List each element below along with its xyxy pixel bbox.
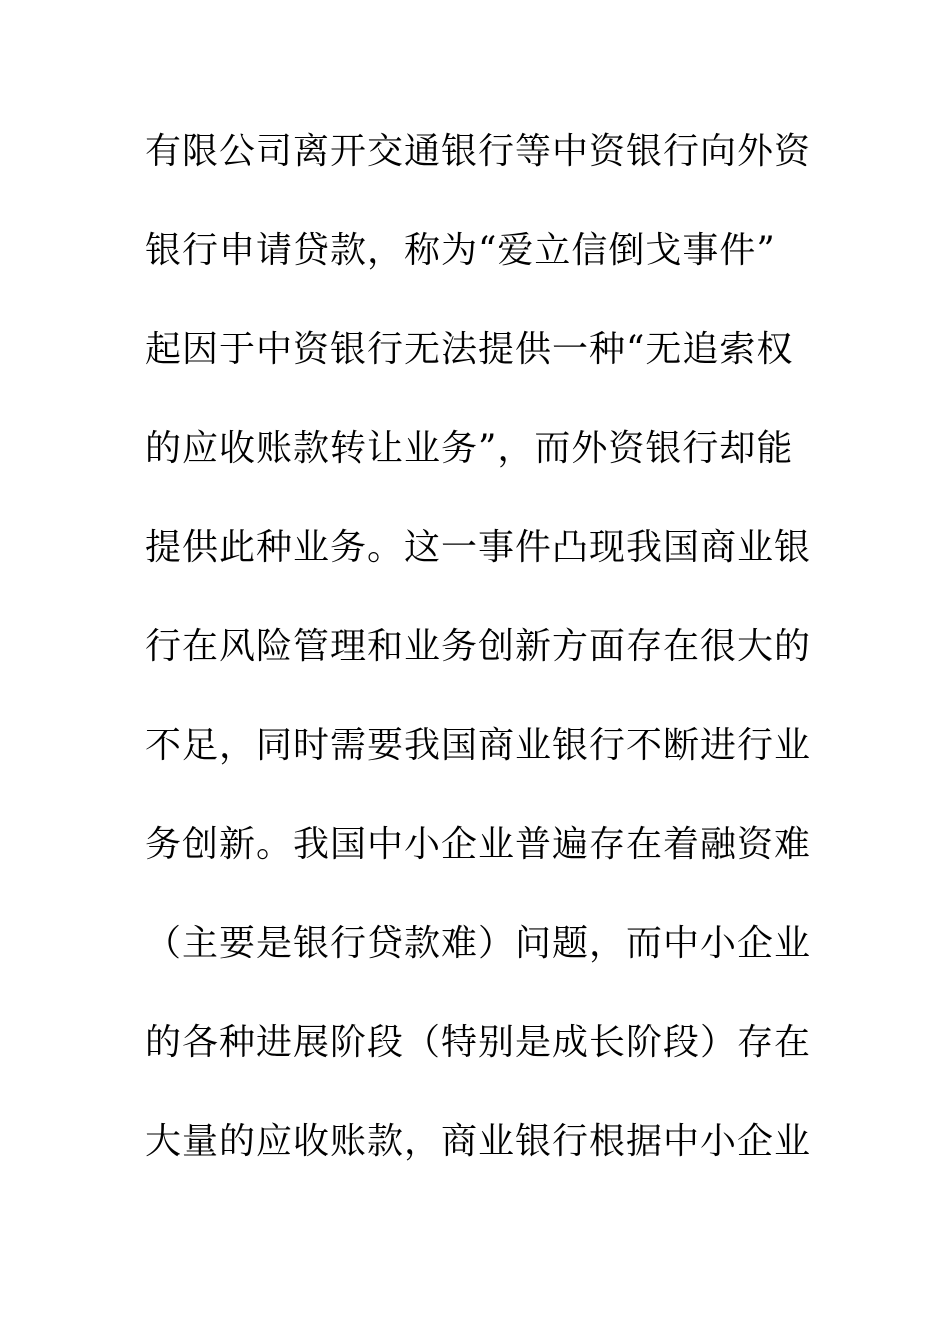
text-line-9: （主要是银行贷款难）问题，而中小企业: [145, 923, 812, 964]
text-line-10: 的各种进展阶段（特别是成长阶段）存在: [145, 1022, 812, 1063]
text-line-8: 务创新。我国中小企业普遍存在着融资难: [145, 824, 812, 865]
text-line-5: 提供此种业务。这一事件凸现我国商业银: [145, 527, 812, 568]
text-line-6: 行在风险管理和业务创新方面存在很大的: [145, 626, 812, 667]
text-line-3: 起因于中资银行无法提供一种“无追索权: [145, 329, 794, 370]
text-line-7: 不足，同时需要我国商业银行不断进行业: [145, 725, 812, 766]
text-line-11: 大量的应收账款，商业银行根据中小企业: [145, 1121, 812, 1162]
text-line-4: 的应收账款转让业务”，而外资银行却能: [145, 428, 794, 469]
body-text: [145, 122, 815, 1211]
text-line-2: 银行申请贷款，称为“爱立信倒戈事件”: [145, 230, 776, 271]
text-line-1: 有限公司离开交通银行等中资银行向外资: [145, 131, 812, 172]
